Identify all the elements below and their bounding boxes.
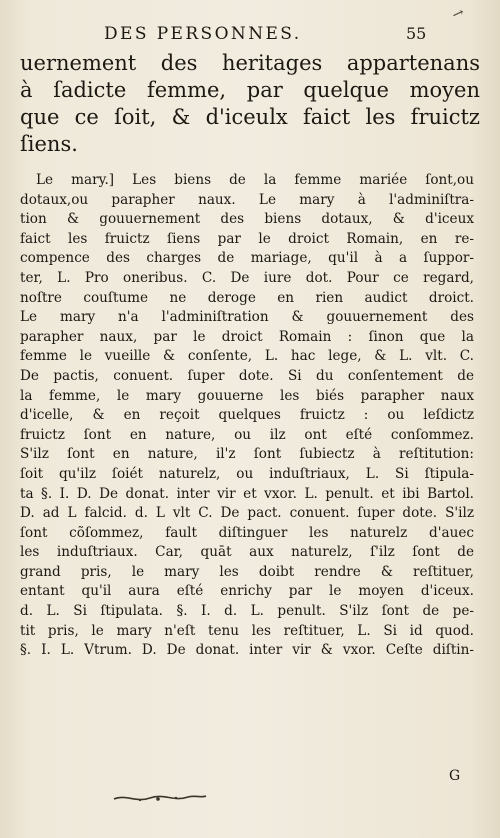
commentary-line: la femme, le mary gouuerne les biés parapher naux: [20, 387, 474, 404]
commentary-line: D. ad L falcid. d. L vlt C. De pact. conuent. ſuper dote. S'ilz: [20, 505, 474, 522]
commentary-line: ſont cõſommez, fault diſtinguer les naturelz d'auec: [20, 524, 474, 541]
large-text-line: que ce ſoit, & d'iceulx faict les fruictz: [20, 105, 480, 129]
main-text-large: [20, 50, 480, 158]
corner-ink-mark: ↗: [449, 4, 467, 24]
commentary-line: noſtre couſtume ne deroge en rien audict droict.: [20, 289, 474, 306]
commentary-line: Le mary n'a l'adminiſtration & gouuernement des: [20, 309, 474, 326]
commentary-line: parapher naux, par le droict Romain : ſinon que la: [20, 328, 474, 345]
large-text-line: ſiens.: [20, 132, 78, 156]
running-head: DES PERSONNES.: [104, 24, 302, 44]
catchword: G: [449, 768, 461, 784]
body-text: [20, 50, 480, 661]
page-number: 55: [406, 24, 427, 43]
commentary-line: §. I. L. Vtrum. D. De donat. inter vir & vxor. Ceſte diſtin-: [20, 642, 474, 659]
commentary-line: entant qu'il aura eſté enrichy par le moyen d'iceux.: [20, 583, 474, 600]
commentary-text: [20, 171, 480, 661]
commentary-line: les induſtriaux. Car, quāt aux naturelz, ſ'ilz ſont de: [20, 544, 474, 561]
commentary-line: d'icelle, & en reçoit quelques fruictz : ou leſdictz: [20, 407, 474, 424]
commentary-line: ſoit qu'ilz ſoiét naturelz, ou induſtriaux, L. Si ſtipula-: [20, 465, 474, 482]
commentary-line: dotaux,ou parapher naux. Le mary à l'adminiſtra-: [20, 191, 474, 208]
commentary-line: ta §. I. D. De donat. inter vir et vxor. L. penult. et ibi Bartol.: [20, 485, 474, 502]
commentary-line: fruictz ſont en nature, ou ilz ont eſté conſommez.: [20, 426, 474, 443]
large-text-line: uernement des heritages appartenans: [20, 51, 480, 75]
commentary-line: tit pris, le mary n'eſt tenu les reſtituer, L. Si id quod.: [20, 622, 474, 639]
commentary-line: d. L. Si ſtipulata. §. I. d. L. penult. S'ilz ſont de pe-: [20, 603, 474, 620]
commentary-line: femme le vueille & conſente, L. hac lege, & L. vlt. C.: [20, 348, 474, 365]
tailpiece-ornament: [110, 790, 210, 806]
commentary-line: grand pris, le mary les doibt rendre & reſtituer,: [20, 563, 474, 580]
commentary-line: S'ilz ſont en nature, il'z ſont ſubiectz à reſtitution:: [20, 446, 474, 463]
commentary-line: compence des charges de mariage, qu'il à a ſuppor-: [20, 250, 474, 267]
commentary-line: tion & gouuernement des biens dotaux, & d'iceux: [20, 211, 474, 228]
commentary-line: ter, L. Pro oneribus. C. De iure dot. Pour ce regard,: [20, 269, 474, 286]
commentary-line: Le mary.] Les biens de la femme mariée ſont,ou: [36, 172, 474, 188]
page-header: [92, 20, 427, 48]
commentary-line: faict les fruictz ſiens par le droict Romain, en re-: [20, 230, 474, 247]
commentary-line: De pactis, conuent. ſuper dote. Si du conſentement de: [20, 367, 474, 384]
large-text-line: à ſadicte femme, par quelque moyen: [20, 78, 480, 102]
